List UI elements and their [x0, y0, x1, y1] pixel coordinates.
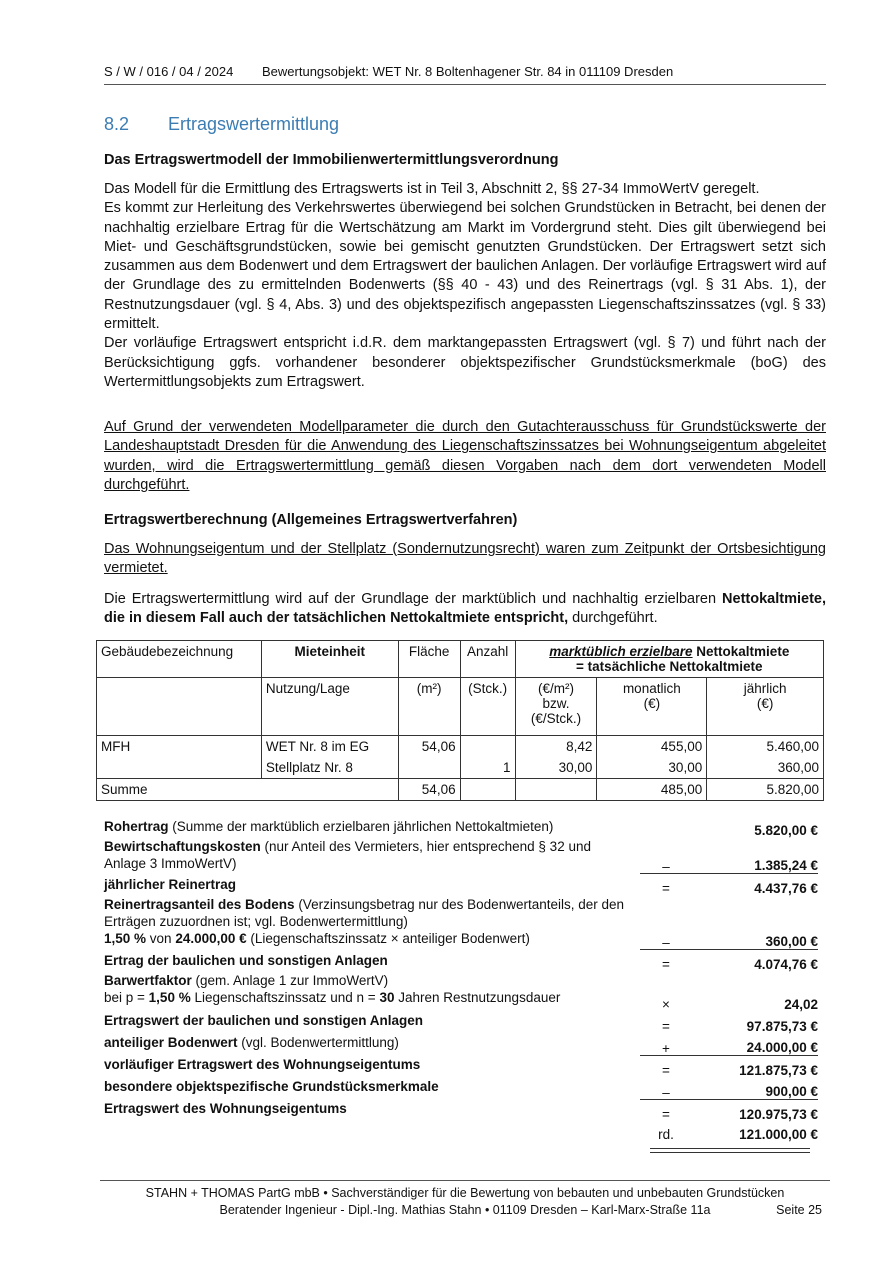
sum-yearly: 5.820,00	[707, 779, 824, 801]
calc-note: (nur Anteil des Vermieters, hier entsprechend § 32 und Anlage 3 ImmoWertV)	[104, 839, 591, 871]
calc-value: 1.385,24 €	[640, 858, 818, 874]
calc-operator: =	[662, 1063, 670, 1078]
calc-note: (Liegenschaftszinssatz × anteiliger Bodenwert)	[246, 931, 530, 946]
section-heading	[104, 114, 339, 135]
calc-value: 120.975,73 €	[739, 1107, 818, 1122]
calc-label: Ertragswert der baulichen und sonstigen Anlagen	[104, 1013, 424, 1028]
calc-value: 900,00 €	[640, 1084, 818, 1100]
cell-count: 1	[460, 757, 515, 779]
cell-unit: Stellplatz Nr. 8	[261, 757, 398, 779]
calc-value-final: 121.000,00 €	[739, 1127, 818, 1142]
calc-label: jährlicher Reinertrag	[104, 877, 237, 892]
subheader-use: Nutzung/Lage	[261, 678, 398, 736]
calc-value: 5.820,00 €	[754, 823, 818, 838]
cell-monthly: 30,00	[597, 757, 707, 779]
text: durchgeführt.	[568, 610, 658, 627]
calc-heading: Ertragswertberechnung (Allgemeines Ertragswertverfahren)	[104, 512, 518, 528]
calc-row-land-value	[104, 1034, 826, 1056]
calc-row-land-share	[104, 896, 826, 950]
calc-value: 360,00 €	[640, 934, 818, 950]
footer-address: Beratender Ingenieur - Dipl.-Ing. Mathias Stahn • 01109 Dresden – Karl-Marx-Straße 11a	[219, 1203, 711, 1217]
rent-header-line2: = tatsächliche Nettokaltmiete	[576, 659, 763, 674]
sum-monthly: 485,00	[597, 779, 707, 801]
text-bold: Nettokaltmiete, die in diesem Fall auch der tatsächlichen Nettokaltmiete entspricht,	[104, 591, 826, 627]
col-header-building: Gebäudebezeichnung	[97, 641, 262, 678]
calc-label: besondere objektspezifische Grundstücksmerkmale	[104, 1079, 439, 1094]
calc-operator: =	[662, 957, 670, 972]
calc-note: Liegenschaftszinssatz und n =	[190, 990, 380, 1005]
calc-note: Jahren Restnutzungsdauer	[394, 990, 561, 1005]
calc-note: von	[146, 931, 176, 946]
calc-note-bold: 1,50 %	[148, 990, 191, 1005]
calc-note: bei p =	[104, 990, 149, 1005]
calc-operator: –	[662, 935, 670, 950]
rent-header-emph: marktüblich erzielbare	[549, 644, 693, 659]
col-header-count: Anzahl	[460, 641, 515, 678]
calc-row-gross-income	[104, 818, 826, 838]
calc-label: Reinertragsanteil des Bodens	[104, 897, 295, 912]
paragraph: Das Modell für die Ermittlung des Ertragswerts ist in Teil 3, Abschnitt 2, §§ 27-34 ImmoWertV geregelt.	[104, 181, 760, 197]
cell-area: 54,06	[398, 736, 460, 758]
paragraph: Der vorläufige Ertragswert entspricht i.d.R. dem marktangepassten Ertragswert (vgl. § 7) und führt nach der Berücksichtigung ggfs. vorhandener besonderer objektspezifischer Grundstücksmerkmale (boG) des Wertermittlungsobjekts zum Ertragswert.	[104, 335, 826, 390]
subheader-monthly: monatlich (€)	[597, 678, 707, 736]
calc-label: Bewirtschaftungskosten	[104, 839, 261, 854]
calc-row-multiplier	[104, 972, 826, 1012]
col-header-area: Fläche	[398, 641, 460, 678]
rent-header-text: Nettokaltmiete	[692, 644, 790, 659]
subheader-per-unit: (€/m²) bzw. (€/Stck.)	[515, 678, 597, 736]
cell-per: 8,42	[515, 736, 597, 758]
sum-area: 54,06	[398, 779, 460, 801]
calc-operator: =	[662, 881, 670, 896]
calc-note: (Verzinsungsbetrag nur des Bodenwertanteils, der den Erträgen zuzuordnen ist; vgl. Bodenwertermittlung)	[104, 897, 625, 929]
page-footer	[100, 1180, 830, 1219]
col-header-rent	[515, 641, 823, 678]
sum-empty	[515, 779, 597, 801]
calc-operator: +	[662, 1041, 670, 1056]
calc-value: 24,02	[784, 997, 818, 1012]
cell-building: MFH	[97, 736, 262, 758]
page-number: Seite 25	[776, 1203, 822, 1217]
calc-value: 4.437,76 €	[754, 881, 818, 896]
calc-row-net-income	[104, 876, 826, 896]
subheader-empty	[97, 678, 262, 736]
basis-text	[104, 590, 826, 629]
model-text	[104, 180, 826, 392]
page-header	[104, 64, 826, 85]
calc-label: anteiliger Bodenwert	[104, 1035, 238, 1050]
calc-note: (Summe der marktüblich erzielbaren jährlichen Nettokaltmieten)	[168, 819, 554, 834]
sum-empty	[460, 779, 515, 801]
paragraph: Es kommt zur Herleitung des Verkehrswertes überwiegend bei solchen Grundstücken in Betracht, bei denen der nachhaltig erzielbare Ertrag für die Wertschätzung am Markt im Vordergrund steht. Dies gilt überwiegend bei Miet- und Geschäftsgrundstücken, sowie bei gemischt genutzten Grundstücken. Der Ertragswert setzt sich zusammen aus dem Bodenwert und dem Ertragswert der baulichen Anlagen. Der vorläufige Ertragswert wird auf der Grundlage des zu ermittelnden Bodenwerts (§§ 40 - 43) und des Reinertrags (vgl. § 31 Abs. 1), der Restnutzungsdauer (vgl. § 4, Abs. 3) und des objektspezifisch angepassten Liegenschaftszinssatzes (vgl. § 33) ermittelt.	[104, 200, 826, 333]
calc-note-bold: 24.000,00 €	[175, 931, 247, 946]
calc-row-special-features	[104, 1078, 826, 1100]
calc-value: 4.074,76 €	[754, 957, 818, 972]
calc-note-bold: 1,50 %	[104, 931, 147, 946]
calc-operator: –	[662, 859, 670, 874]
calc-note-bold: 30	[379, 990, 395, 1005]
calc-label: Ertragswert des Wohnungseigentums	[104, 1101, 347, 1116]
calc-operator: =	[662, 1019, 670, 1034]
calc-label: Ertrag der baulichen und sonstigen Anlagen	[104, 953, 388, 968]
calc-value: 24.000,00 €	[640, 1040, 818, 1056]
rent-table	[96, 640, 824, 801]
cell-yearly: 5.460,00	[707, 736, 824, 758]
sum-label: Summe	[97, 779, 399, 801]
table-sum-row	[97, 779, 824, 801]
calc-operator: rd.	[658, 1127, 674, 1142]
calc-value: 121.875,73 €	[739, 1063, 818, 1078]
table-row	[97, 736, 824, 758]
calc-row-building-income	[104, 952, 826, 972]
cell-area	[398, 757, 460, 779]
calc-row-income-value	[104, 1100, 826, 1122]
double-underline	[650, 1148, 810, 1153]
calc-row-operating-costs	[104, 838, 826, 874]
calc-row-rounded	[104, 1122, 826, 1142]
calc-label: Barwertfaktor	[104, 973, 192, 988]
cell-unit: WET Nr. 8 im EG	[261, 736, 398, 758]
table-header-row	[97, 641, 824, 678]
model-note: Auf Grund der verwendeten Modellparameter die durch den Gutachterausschuss für Grundstückswerte der Landeshauptstadt Dresden für die Anwendung des Liegenschaftszinssatzes bei Wohnungseigentum abgeleitet wurden, wird die Ertragswertermittlung gemäß diesen Vorgaben nach dem dort verwendeten Modell durchgeführt.	[104, 419, 826, 493]
rental-status: Das Wohnungseigentum und der Stellplatz (Sondernutzungsrecht) waren zum Zeitpunkt der Ortsbesichtigung vermietet.	[104, 541, 826, 577]
report-code: S / W / 016 / 04 / 2024	[104, 64, 234, 79]
subheader-yearly: jährlich (€)	[707, 678, 824, 736]
cell-building	[97, 757, 262, 779]
cell-monthly: 455,00	[597, 736, 707, 758]
section-number: 8.2	[104, 114, 130, 134]
calc-label: Rohertrag	[104, 819, 169, 834]
cell-count	[460, 736, 515, 758]
income-calculation	[104, 818, 826, 1142]
section-title: Ertragswertermittlung	[168, 114, 340, 134]
col-header-unit: Mieteinheit	[261, 641, 398, 678]
calc-label: vorläufiger Ertragswert des Wohnungseigentums	[104, 1057, 421, 1072]
calc-note: (gem. Anlage 1 zur ImmoWertV)	[191, 973, 389, 988]
calc-row-preliminary-value	[104, 1056, 826, 1078]
text: Die Ertragswertermittlung wird auf der Grundlage der marktüblich und nachhaltig erzielbaren	[104, 591, 723, 607]
calc-note: (vgl. Bodenwertermittlung)	[237, 1035, 399, 1050]
cell-per: 30,00	[515, 757, 597, 779]
table-row	[97, 757, 824, 779]
subheader-area-unit: (m²)	[398, 678, 460, 736]
calc-value: 97.875,73 €	[746, 1019, 818, 1034]
model-heading: Das Ertragswertmodell der Immobilienwertermittlungsverordnung	[104, 152, 559, 168]
calc-row-building-value	[104, 1012, 826, 1034]
calc-operator: ×	[662, 997, 670, 1012]
table-subheader-row	[97, 678, 824, 736]
subheader-count-unit: (Stck.)	[460, 678, 515, 736]
valuation-object: Bewertungsobjekt: WET Nr. 8 Boltenhagener Str. 84 in 011109 Dresden	[262, 64, 674, 79]
footer-company: STAHN + THOMAS PartG mbB • Sachverständiger für die Bewertung von bebauten und unbebauten Grundstücken	[145, 1186, 785, 1200]
calc-operator: –	[662, 1085, 670, 1100]
calc-operator: =	[662, 1107, 670, 1122]
cell-yearly: 360,00	[707, 757, 824, 779]
